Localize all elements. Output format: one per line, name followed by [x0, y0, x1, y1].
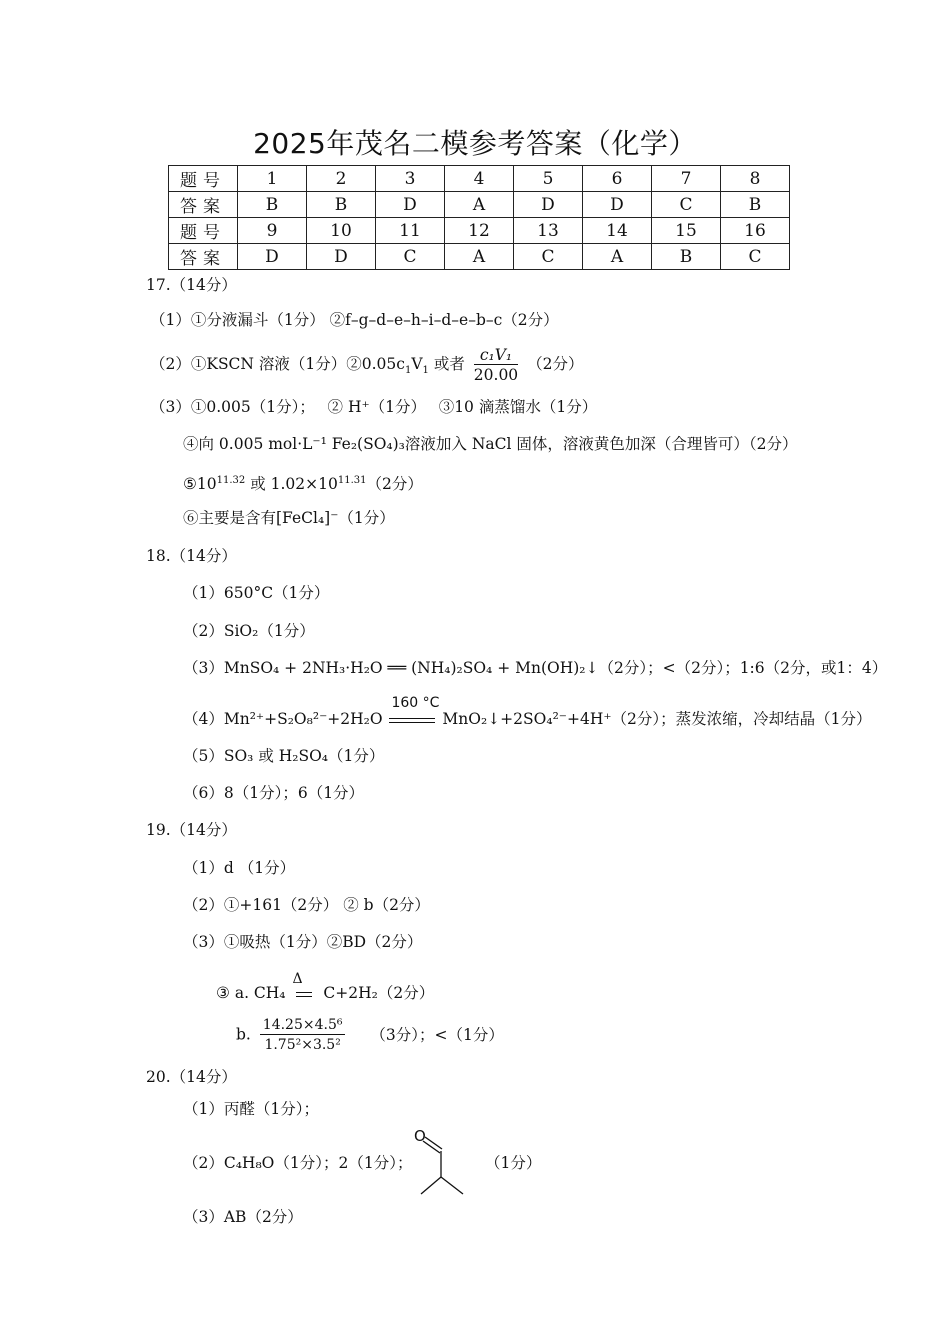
table-cell: C	[721, 244, 790, 270]
q17-part3-4: ④向 0.005 mol·L⁻¹ Fe₂(SO₄)₃溶液加入 NaCl 固体，溶液黄色加深（合理皆可）（2分）	[183, 435, 798, 453]
q17-heading: 17.（14分）	[146, 276, 237, 294]
q20-part2-score: （1分）	[485, 1154, 542, 1172]
table-cell: 5	[514, 166, 583, 192]
q19-part2: （2）①+161（2分） ② b（2分）	[183, 896, 430, 914]
q20-heading: 20.（14分）	[146, 1068, 237, 1086]
fraction	[474, 346, 518, 385]
fraction-numerator: c₁V₁	[474, 346, 518, 365]
table-cell: 12	[445, 218, 514, 244]
table-cell: B	[238, 192, 307, 218]
table-cell: D	[307, 244, 376, 270]
fraction-denominator: 20.00	[473, 365, 519, 384]
single-bond-line	[421, 1177, 441, 1194]
table-cell: C	[514, 244, 583, 270]
q17-part1: （1）①分液漏斗（1分） ②f–g–d–e–h–i–d–e–b–c（2分）	[150, 311, 559, 329]
answer-table	[168, 165, 790, 270]
q17-part3-5-text: 或 1.02×10	[245, 475, 338, 494]
subscript: 1	[422, 365, 429, 377]
heat-condition: Δ	[292, 971, 303, 987]
table-cell: B	[652, 244, 721, 270]
q18-part3: （3）MnSO₄ + 2NH₃·H₂O ══ (NH₄)₂SO₄ + Mn(OH)₂↓（2分）；<（2分）；1:6（2分，或1：4）	[183, 659, 888, 677]
isobutyraldehyde-structure-icon	[400, 1125, 480, 1205]
q19-part3-3a	[216, 971, 435, 1003]
table-row	[169, 244, 790, 270]
q18-part5: （5）SO₃ 或 H₂SO₄（1分）	[183, 747, 385, 765]
table-cell: D	[514, 192, 583, 218]
double-bond-line	[423, 1141, 440, 1153]
q20-part1: （1）丙醛（1分）；	[183, 1100, 319, 1118]
q18-part4	[183, 695, 872, 729]
q17-part3-5	[183, 471, 423, 494]
double-bond-line	[425, 1137, 442, 1149]
table-cell: A	[445, 244, 514, 270]
table-cell: 13	[514, 218, 583, 244]
fraction	[260, 1016, 346, 1055]
question-number-header: 题号	[169, 218, 238, 244]
q19-part-b-label: b.	[236, 1025, 251, 1044]
table-cell: B	[307, 192, 376, 218]
q17-part2-text: V	[411, 355, 423, 373]
double-line-icon	[296, 992, 312, 997]
table-cell: 8	[721, 166, 790, 192]
table-cell: 14	[583, 218, 652, 244]
table-cell: 3	[376, 166, 445, 192]
fraction-numerator: 14.25×4.5⁶	[260, 1016, 346, 1035]
reaction-condition: 160 °C	[391, 695, 440, 711]
table-cell: 10	[307, 218, 376, 244]
q18-part1: （1）650°C（1分）	[183, 584, 330, 602]
q17-part3-5-text: ⑤10	[183, 475, 217, 494]
table-cell: 1	[238, 166, 307, 192]
q18-part4-products: MnO₂↓+2SO₄²⁻+4H⁺（2分）；蒸发浓缩，冷却结晶（1分）	[442, 710, 872, 728]
table-cell: 9	[238, 218, 307, 244]
q17-part2-score: （2分）	[527, 355, 584, 373]
q17-part3: （3）①0.005（1分）； ② H⁺（1分） ③10 滴蒸馏水（1分）	[150, 398, 598, 416]
single-bond-line	[441, 1177, 463, 1194]
q17-part3-5-score: （2分）	[366, 475, 423, 494]
table-cell: 15	[652, 218, 721, 244]
table-cell: 6	[583, 166, 652, 192]
table-cell: 16	[721, 218, 790, 244]
q17-part2-text: （2）①KSCN 溶液（1分）②0.05c	[150, 355, 405, 373]
q18-part2: （2）SiO₂（1分）	[183, 622, 315, 640]
table-cell: A	[445, 192, 514, 218]
q18-part4-reactants: （4）Mn²⁺+S₂O₈²⁻+2H₂O	[183, 710, 383, 728]
subscript: 1	[404, 365, 412, 377]
double-line-icon	[389, 718, 435, 723]
table-cell: B	[721, 192, 790, 218]
question-number-header: 题号	[169, 166, 238, 192]
table-cell: 7	[652, 166, 721, 192]
answer-header: 答案	[169, 192, 238, 218]
q17-part2-text: 或者	[428, 355, 465, 373]
reaction-arrow	[290, 971, 318, 1003]
superscript: 11.32	[216, 475, 246, 486]
table-cell: C	[376, 244, 445, 270]
oxygen-atom-label: O	[414, 1127, 426, 1145]
table-cell: 2	[307, 166, 376, 192]
table-cell: 11	[376, 218, 445, 244]
q17-part3-6: ⑥主要是含有[FeCl₄]⁻（1分）	[183, 509, 395, 527]
table-cell: 4	[445, 166, 514, 192]
q19-part3-3b	[236, 1016, 504, 1055]
table-cell: D	[376, 192, 445, 218]
q19-part3: （3）①吸热（1分）②BD（2分）	[183, 933, 423, 951]
table-row	[169, 192, 790, 218]
answer-header: 答案	[169, 244, 238, 270]
q17-part2	[150, 344, 583, 391]
table-cell: C	[652, 192, 721, 218]
q18-part6: （6）8（1分）；6（1分）	[183, 784, 365, 802]
q19-products: C+2H₂（2分）	[323, 984, 435, 1002]
q19-heading: 19.（14分）	[146, 821, 237, 839]
table-cell: A	[583, 244, 652, 270]
fraction-denominator: 1.75²×3.5²	[264, 1037, 341, 1053]
page-title: 2025年茂名二模参考答案（化学）	[253, 127, 697, 160]
table-cell: D	[583, 192, 652, 218]
q20-part2: （2）C₄H₈O（1分）；2（1分）；	[183, 1154, 413, 1172]
reaction-arrow	[387, 695, 440, 729]
q19-part-b-score: （3分）；<（1分）	[370, 1025, 504, 1044]
table-row	[169, 218, 790, 244]
table-row	[169, 166, 790, 192]
table-cell: D	[238, 244, 307, 270]
q19-reactant: ③ a. CH₄	[216, 984, 286, 1002]
q20-part3: （3）AB（2分）	[183, 1208, 303, 1226]
q19-part1: （1）d （1分）	[183, 859, 296, 877]
superscript: 11.31	[337, 475, 367, 486]
q18-heading: 18.（14分）	[146, 547, 237, 565]
